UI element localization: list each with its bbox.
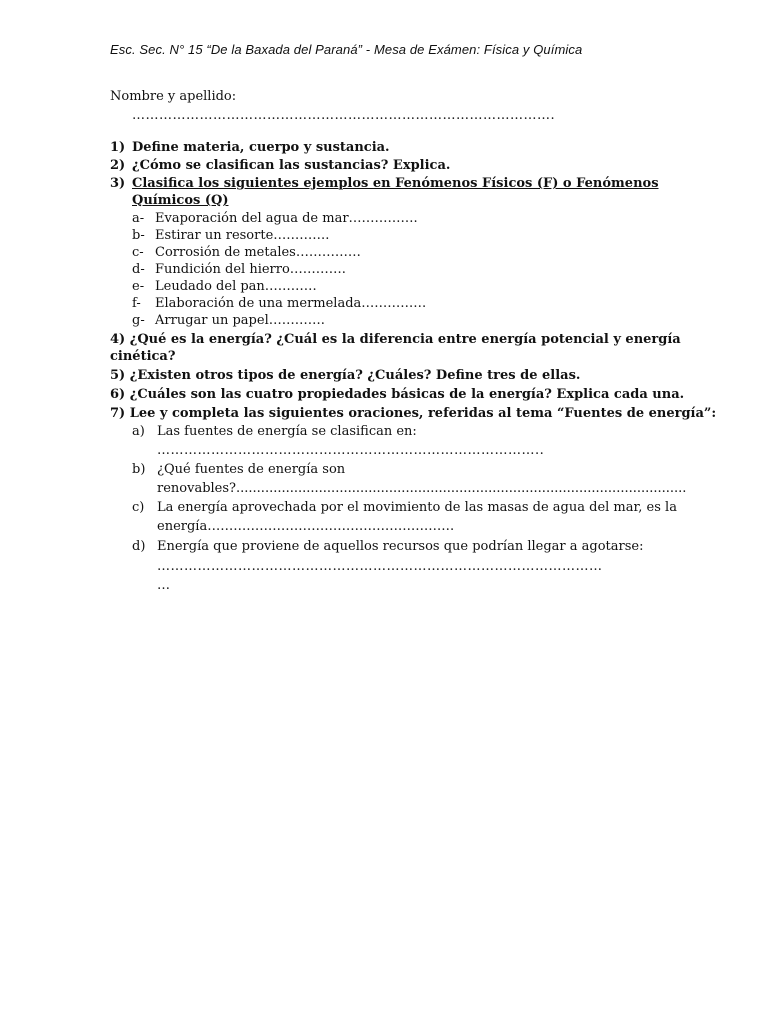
question-3-text-line1: Clasifica los siguientes ejemplos en Fenómenos Físicos (F) o Fenómenos xyxy=(132,176,659,191)
question-6-text: 6) ¿Cuáles son las cuatro propiedades básicas de la energía? Explica cada una. xyxy=(110,387,685,402)
q3-item-letter: b- xyxy=(132,228,145,243)
q7-item-d-text: Energía que proviene de aquellos recursos que podrían llegar a agotarse: xyxy=(157,539,644,554)
question-2-number: 2) xyxy=(110,158,126,173)
q3-item-text: Arrugar un papel…………. xyxy=(155,313,325,328)
q3-item-letter: e- xyxy=(132,279,145,294)
question-1-number: 1) xyxy=(110,140,126,155)
q3-item-text: Elaboración de una mermelada…………… xyxy=(155,296,427,311)
q3-item-text: Leudado del pan………… xyxy=(155,279,317,294)
question-3-number: 3) xyxy=(110,176,126,191)
question-4-line1: 4) ¿Qué es la energía? ¿Cuál es la diferencia entre energía potencial y energía xyxy=(110,332,681,347)
q3-item-letter: d- xyxy=(132,262,145,277)
q7-item-a-text: Las fuentes de energía se clasifican en: xyxy=(157,424,417,439)
q7-item-c-blank: energía………………………………………………… xyxy=(157,519,455,534)
q7-item-letter: c) xyxy=(132,500,145,515)
q3-item-letter: g- xyxy=(132,313,145,328)
q7-item-d-blank: ……………………………………………………………………………………… xyxy=(157,559,603,574)
question-7-text: 7) Lee y completa las siguientes oraciones, referidas al tema “Fuentes de energía”: xyxy=(110,406,717,421)
q7-item-a-blank: ………………………………………………………………………….. xyxy=(157,443,545,458)
question-3-text-line2: Químicos (Q) xyxy=(132,193,229,208)
q7-item-b-blank: renovables?............................................................................................................. xyxy=(157,481,687,496)
student-name-blank: …………………………………………………………………………………. xyxy=(132,108,556,123)
q7-item-b-text: ¿Qué fuentes de energía son xyxy=(157,462,346,477)
question-4-line2: cinética? xyxy=(110,349,176,364)
q3-item-letter: a- xyxy=(132,211,145,226)
q7-item-c-text: La energía aprovechada por el movimiento de las masas de agua del mar, es la xyxy=(157,500,677,515)
q3-item-text: Fundición del hierro…………. xyxy=(155,262,346,277)
q3-item-letter: f- xyxy=(132,296,141,311)
q7-item-letter: b) xyxy=(132,462,146,477)
q7-item-letter: d) xyxy=(132,539,146,554)
question-2-text: ¿Cómo se clasifican las sustancias? Explica. xyxy=(132,158,451,173)
q3-item-text: Estirar un resorte…………. xyxy=(155,228,330,243)
q7-item-d-blank-cont: … xyxy=(157,578,171,593)
q3-item-text: Corrosión de metales…………… xyxy=(155,245,361,260)
exam-header: Esc. Sec. N° 15 “De la Baxada del Paraná” - Mesa de Exámen: Física y Química xyxy=(110,42,583,57)
question-5-text: 5) ¿Existen otros tipos de energía? ¿Cuáles? Define tres de ellas. xyxy=(110,368,581,383)
q3-item-letter: c- xyxy=(132,245,144,260)
q3-item-text: Evaporación del agua de mar……………. xyxy=(155,211,418,226)
question-1-text: Define materia, cuerpo y sustancia. xyxy=(132,140,390,155)
student-name-label: Nombre y apellido: xyxy=(110,89,237,104)
q7-item-letter: a) xyxy=(132,424,145,439)
